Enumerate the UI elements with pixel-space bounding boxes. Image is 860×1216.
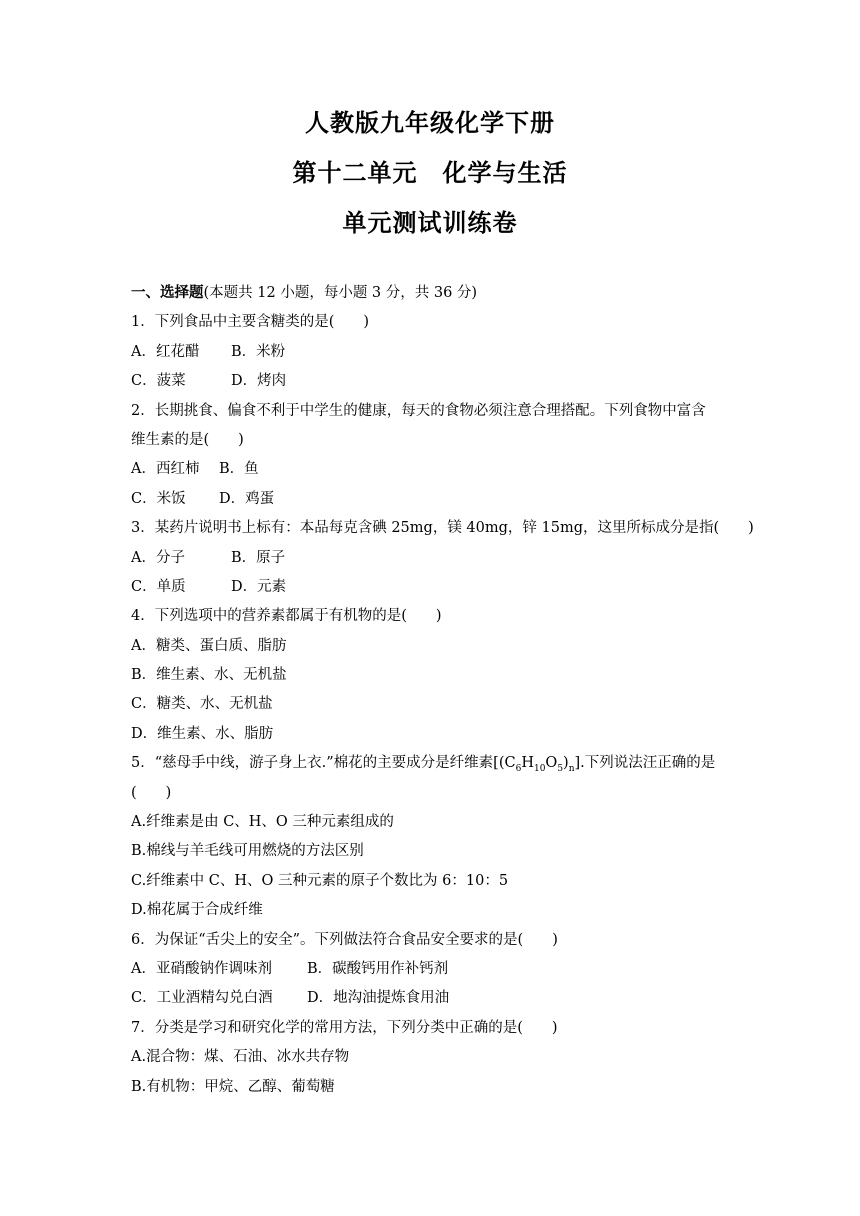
question-3-options-cd: [131, 573, 741, 602]
question-5-option-a: A.纤维素是由 C、H、O 三种元素组成的: [131, 814, 394, 831]
question-6-option-a: A．亚硝酸钠作调味剂: [131, 960, 272, 977]
question-4-stem: 4．下列选项中的营养素都属于有机物的是( ): [131, 608, 442, 625]
question-1-option-a: A．红花醋: [131, 343, 200, 360]
question-2-option-d: D．鸡蛋: [219, 490, 275, 507]
question-4-option-b: B．维生素、水、无机盐: [131, 667, 287, 684]
question-2-option-a: A．西红柿: [131, 461, 200, 478]
question-5-o: O: [545, 755, 558, 772]
question-3-option-a: A．分子: [131, 549, 185, 566]
question-3-option-c: C．单质: [131, 578, 186, 595]
question-2-options-ab: [131, 455, 741, 484]
question-4-option-a: A．糖类、蛋白质、脂肪: [131, 637, 287, 654]
question-5-sub-10: 10: [533, 764, 546, 775]
question-3-options-ab: [131, 544, 741, 573]
document-body: [131, 279, 754, 1102]
question-1-options-ab: [131, 338, 741, 367]
question-2-option-c: C．米饭: [131, 490, 186, 507]
question-1-option-d: D．烤肉: [231, 373, 287, 390]
question-2-options-cd: [131, 485, 741, 514]
question-1-option-b: B．米粉: [231, 343, 286, 360]
question-7-stem: 7．分类是学习和研究化学的常用方法，下列分类中正确的是( ): [131, 1019, 558, 1036]
question-3-option-d: D．元素: [231, 578, 287, 595]
question-1-option-c: C．菠菜: [131, 373, 186, 390]
title-line-1: 人教版九年级化学下册: [305, 109, 555, 137]
section-heading-label: 一、选择题: [131, 285, 204, 301]
question-3-stem: 3．某药片说明书上标有：本品每克含碘 25mg，镁 40mg，锌 15mg，这里所标成分是指( ): [131, 520, 754, 537]
question-6-option-c: C．工业酒精勾兑白酒: [131, 990, 273, 1007]
question-6-stem: 6．为保证“舌尖上的安全”。下列做法符合食品安全要求的是( ): [131, 931, 558, 948]
question-6-options-ab: [131, 955, 741, 984]
question-7-option-b: B.有机物：甲烷、乙醇、葡萄糖: [131, 1078, 335, 1095]
question-6-option-b: B．碳酸钙用作补钙剂: [307, 960, 449, 977]
question-5-stem-line-1: [131, 749, 741, 778]
question-5-option-d: D.棉花属于合成纤维: [131, 902, 263, 919]
title-line-2: 第十二单元 化学与生活: [292, 159, 568, 187]
question-2-option-b: B．鱼: [219, 461, 259, 478]
question-1-options-cd: [131, 367, 741, 396]
question-6-options-cd: [131, 984, 741, 1013]
question-1-stem: 1．下列食品中主要含糖类的是( ): [131, 314, 370, 331]
question-5-sub-n: n: [568, 764, 575, 775]
question-4-option-c: C．糖类、水、无机盐: [131, 696, 273, 713]
question-5-sub-5: 5: [557, 764, 564, 775]
section-heading-detail: (本题共 12 小题，每小题 3 分，共 36 分): [203, 285, 478, 301]
question-7-option-a: A.混合物：煤、石油、冰水共存物: [131, 1049, 350, 1066]
question-5-h: H: [521, 755, 534, 772]
section-heading: [131, 279, 741, 308]
question-2-stem-line-1: 2．长期挑食、偏食不利于中学生的健康，每天的食物必须注意合理搭配。下列食物中富含: [131, 402, 706, 419]
question-5-option-b: B.棉线与羊毛线可用燃烧的方法区别: [131, 843, 364, 860]
question-4-option-d: D．维生素、水、脂肪: [131, 725, 274, 742]
question-5-sub-6: 6: [515, 764, 522, 775]
question-6-option-d: D．地沟油提炼食用油: [307, 990, 450, 1007]
title-line-3: 单元测试训练卷: [342, 209, 518, 237]
question-2-stem-line-2: 维生素的是( ): [131, 431, 244, 448]
question-5-stem-pre: 5．“慈母手中线，游子身上衣.”棉花的主要成分是纤维素[(C: [131, 755, 516, 772]
question-5-option-c: C.纤维素中 C、H、O 三种元素的原子个数比为 6：10：5: [131, 872, 509, 889]
question-5-stem-post: ].下列说法汪正确的是: [574, 755, 716, 772]
question-5-stem-line-2: ( ): [131, 784, 172, 801]
question-3-option-b: B．原子: [231, 549, 286, 566]
question-5-close: ): [563, 755, 569, 772]
